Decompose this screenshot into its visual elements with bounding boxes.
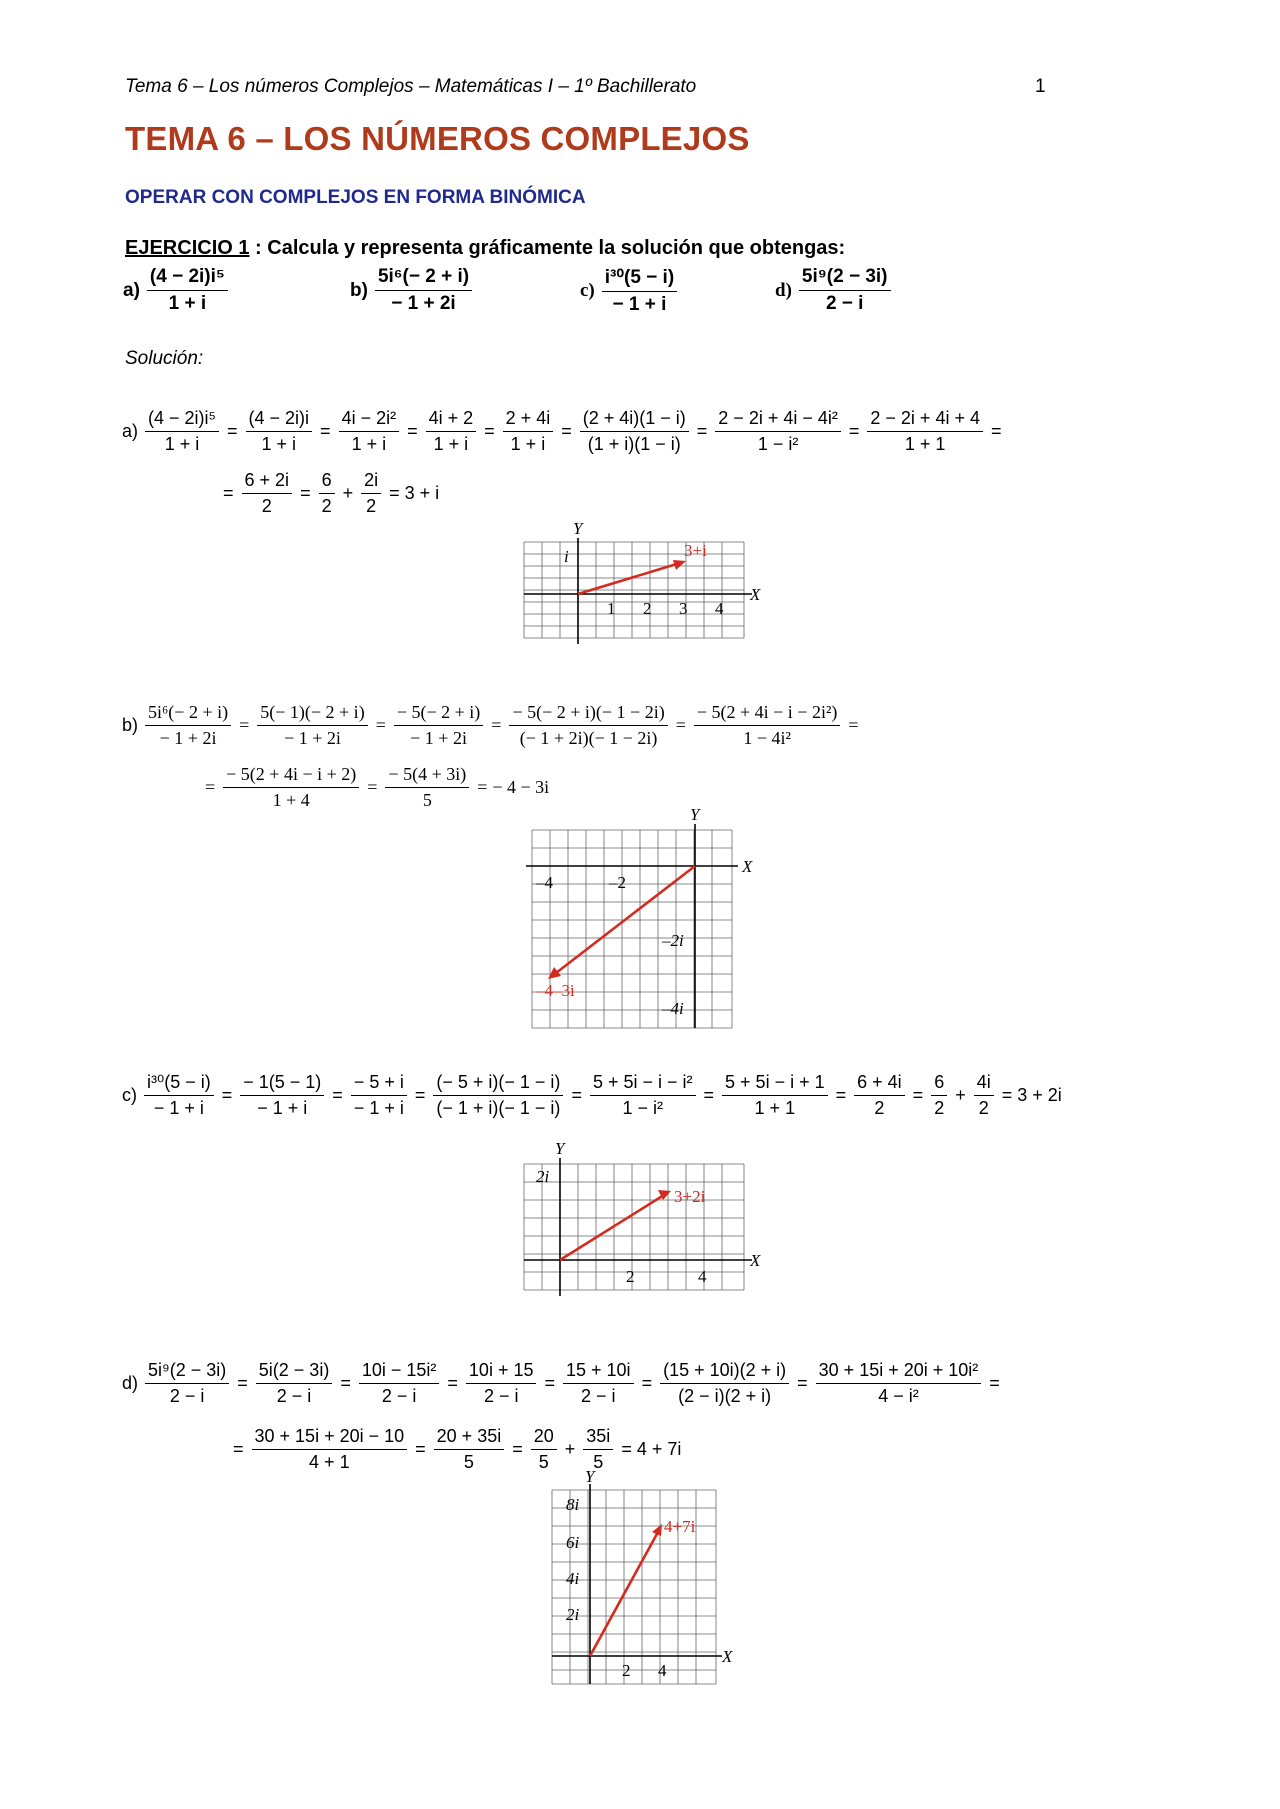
fraction-num: − 5(2 + 4i − i − 2i²) xyxy=(694,702,841,726)
fraction-num: (4 − 2i)i⁵ xyxy=(145,408,219,432)
fraction-den: 2 xyxy=(874,1098,885,1118)
fraction-den: 4 − i² xyxy=(878,1386,919,1406)
item-numerator: 5i⁶(− 2 + i) xyxy=(375,266,472,291)
fraction-den: − 1 + i xyxy=(153,1098,204,1118)
fraction-num: 10i + 15 xyxy=(466,1360,537,1384)
x-tick-label: 4 xyxy=(715,599,724,618)
fraction-num: 5 + 5i − i − i² xyxy=(590,1072,696,1096)
page-number: 1 xyxy=(1035,76,1046,97)
result-b: − 4 − 3i xyxy=(492,777,550,797)
y-tick-label: 4i xyxy=(566,1569,580,1588)
fraction-num: 6 xyxy=(319,470,335,494)
fraction-den: 2 xyxy=(934,1098,945,1118)
x-tick-label: 2 xyxy=(643,599,652,618)
item-label: a) xyxy=(123,279,140,301)
fraction-den: 5 xyxy=(538,1452,549,1472)
exercise-item-d xyxy=(775,266,894,315)
fraction-num: − 5(− 2 + i)(− 1 − 2i) xyxy=(509,702,667,726)
fraction-den: (− 1 + 2i)(− 1 − 2i) xyxy=(519,728,658,748)
solution-d-line1: d) $\frac{\text{5i⁹(2 − 3i)}}{2 - i}$ = $\frac{5i(2 - 3i)}{2 - i}$ = $\frac{\text{10i − 15i²}}{2 - i}$ = $\frac{10i + 15}{2 - i}$ = $\frac{15 + 10i}{2 - i}$ = $\frac{(15 + 10i)(2 + i)}{(2 - i)(2 + i)}$ = $\frac{\text{30 + 15i + 20i + 10i²}}{\text{4 − i²}}$ = xyxy=(122,1360,1000,1406)
fraction-den: 1 + i xyxy=(433,434,469,454)
fraction-den: (− 1 + i)(− 1 − i) xyxy=(436,1098,561,1118)
x-axis-label: X xyxy=(750,1251,761,1270)
point-label: 3+2i xyxy=(674,1187,706,1206)
fraction-den: 2 − i xyxy=(169,1386,205,1406)
fraction-den: 1 + 1 xyxy=(904,434,946,454)
fraction-num: 6 xyxy=(931,1072,947,1096)
fraction-num: (4 − 2i)i xyxy=(246,408,313,432)
point-label: –4–3i xyxy=(536,981,575,1000)
result-a: 3 + i xyxy=(404,483,440,503)
solution-b-line2: = $\frac{- 5(2 + 4i - i + 2)}{1 + 4}$ = $\frac{- 5(4 + 3i)}{5}$ = − 4 − 3i xyxy=(205,764,550,810)
x-tick-label: 4 xyxy=(658,1661,667,1680)
y-axis-label: Y xyxy=(555,1140,565,1158)
x-tick-label: 4 xyxy=(698,1267,707,1286)
fraction-den: 1 − i² xyxy=(622,1098,663,1118)
fraction-den: 5 xyxy=(593,1452,604,1472)
fraction-num: − 1(5 − 1) xyxy=(240,1072,324,1096)
fraction-num: (15 + 10i)(2 + i) xyxy=(660,1360,789,1384)
x-axis-label: X xyxy=(742,857,753,876)
fraction-num: 10i − 15i² xyxy=(359,1360,440,1384)
exercise-item-c xyxy=(580,266,680,316)
fraction-num: 2 − 2i + 4i − 4i² xyxy=(715,408,841,432)
fraction-den: 2 − i xyxy=(276,1386,312,1406)
x-tick-label: 2 xyxy=(626,1267,635,1286)
page-title: TEMA 6 – LOS NÚMEROS COMPLEJOS xyxy=(125,120,750,157)
x-axis-label: X xyxy=(722,1647,733,1666)
item-denominator: − 1 + 2i xyxy=(391,293,456,314)
fraction-num: 30 + 15i + 20i − 10 xyxy=(252,1426,408,1450)
fraction-num: 35i xyxy=(583,1426,613,1450)
item-numerator: (4 − 2i)i⁵ xyxy=(147,266,228,291)
item-numerator: 5i⁹(2 − 3i) xyxy=(799,266,891,291)
fraction-den: 2 − i xyxy=(381,1386,417,1406)
fraction-num: − 5(2 + 4i − i + 2) xyxy=(223,764,359,788)
fraction-den: (2 − i)(2 + i) xyxy=(678,1386,772,1406)
fraction-den: 5 xyxy=(463,1452,474,1472)
section-heading: OPERAR CON COMPLEJOS EN FORMA BINÓMICA xyxy=(125,187,586,208)
fraction-num: 4i + 2 xyxy=(426,408,477,432)
fraction-den: 2 xyxy=(261,496,272,516)
item-label: d) xyxy=(775,279,792,301)
fraction-den: − 1 + i xyxy=(257,1098,308,1118)
fraction-num: (2 + 4i)(1 − i) xyxy=(580,408,689,432)
exercise-item-a xyxy=(123,266,231,315)
solution-label-c: c) xyxy=(122,1085,137,1105)
fraction-num: − 5 + i xyxy=(351,1072,407,1096)
solution-label-b: b) xyxy=(122,715,139,735)
solution-a-line1: a) $\frac{\text{(4 − 2i)i⁵}}{1 + i}$ = $\frac{(4 - 2i)i}{1 + i}$ = $\frac{\text{4i − 2i²}}{1 + i}$ = $\frac{4i + 2}{1 + i}$ = $\frac{2 + 4i}{1 + i}$ = $\frac{(2 + 4i)(1 - i)}{(1 + i)(1 - i)}$ = $\frac{\text{2 − 2i + 4i − 4i²}}{\text{1 − i²}}$ = $\frac{2 - 2i + 4i + 4}{1 + 1}$ = xyxy=(122,408,1002,454)
fraction-num: 30 + 15i + 20i + 10i² xyxy=(816,1360,982,1384)
fraction-den: 1 + i xyxy=(261,434,297,454)
arrow-head xyxy=(673,560,686,570)
solution-d-line2: = $\frac{30 + 15i + 20i - 10}{4 + 1}$ = $\frac{20 + 35i}{5}$ = $\frac{20}{5}$ + $\frac{35i}{5}$ = 4 + 7i xyxy=(233,1426,682,1472)
exercise-text: : Calcula y representa gráficamente la solución que obtengas: xyxy=(249,237,846,259)
graph-a xyxy=(512,518,762,650)
fraction-num: 2i xyxy=(361,470,381,494)
fraction-num: 5i⁶(− 2 + i) xyxy=(145,702,231,726)
graph-d xyxy=(540,1468,760,1690)
y-tick-label: 2i xyxy=(536,1167,550,1186)
fraction-den: 2 xyxy=(978,1098,989,1118)
fraction-den: 1 + i xyxy=(510,434,546,454)
x-tick-label: 2 xyxy=(622,1661,631,1680)
x-tick-label: 3 xyxy=(679,599,688,618)
solution-label: Solución: xyxy=(125,348,204,369)
x-tick-label: –4 xyxy=(536,873,553,892)
fraction-den: − 1 + 2i xyxy=(410,728,467,748)
vector-arrow xyxy=(560,1195,664,1260)
fraction-num: 2 − 2i + 4i + 4 xyxy=(867,408,983,432)
y-tick-label: 6i xyxy=(566,1533,580,1552)
y-tick-label: –2i xyxy=(662,931,684,950)
graph-b xyxy=(520,808,770,1038)
fraction-num: − 5(− 2 + i) xyxy=(394,702,483,726)
point-label: 4+7i xyxy=(664,1517,696,1536)
fraction-num: 15 + 10i xyxy=(563,1360,634,1384)
fraction-den: − 1 + 2i xyxy=(159,728,217,748)
exercise-label: EJERCICIO 1 xyxy=(125,237,250,259)
fraction-den: 2 xyxy=(321,496,332,516)
imag-unit-label: i xyxy=(564,547,569,566)
y-axis-label: Y xyxy=(573,519,583,538)
item-denominator: − 1 + i xyxy=(612,294,667,315)
item-numerator: i³⁰(5 − i) xyxy=(602,266,677,292)
fraction-num: 4i xyxy=(974,1072,994,1096)
fraction-num: 5(− 1)(− 2 + i) xyxy=(257,702,367,726)
x-tick-label: 1 xyxy=(607,599,616,618)
x-axis-label: X xyxy=(750,585,761,604)
y-axis-label: Y xyxy=(690,808,700,824)
fraction-num: − 5(4 + 3i) xyxy=(385,764,469,788)
fraction-num: 6 + 4i xyxy=(854,1072,905,1096)
item-denominator: 2 − i xyxy=(825,293,864,314)
fraction-den: 2 − i xyxy=(581,1386,616,1406)
fraction-den: 4 + 1 xyxy=(309,1452,350,1472)
fraction-den: 1 + 4 xyxy=(272,790,310,810)
fraction-den: (1 + i)(1 − i) xyxy=(587,434,681,454)
fraction-den: 1 − 4i² xyxy=(743,728,791,748)
fraction-num: 20 + 35i xyxy=(434,1426,505,1450)
fraction-num: 2 + 4i xyxy=(503,408,554,432)
fraction-den: 2 − i xyxy=(483,1386,519,1406)
point-label: 3+i xyxy=(684,541,707,560)
fraction-num: i³⁰(5 − i) xyxy=(144,1072,214,1096)
fraction-den: 2 xyxy=(366,496,377,516)
solution-label-a: a) xyxy=(122,421,139,441)
fraction-den: 1 + i xyxy=(164,434,200,454)
result-d: 4 + 7i xyxy=(636,1439,682,1459)
item-label: c) xyxy=(580,280,595,301)
x-tick-label: –2 xyxy=(609,873,626,892)
solution-label-d: d) xyxy=(122,1373,139,1393)
fraction-num: 20 xyxy=(531,1426,557,1450)
fraction-den: 5 xyxy=(422,790,432,810)
fraction-den: 1 + 1 xyxy=(754,1098,796,1118)
fraction-num: (− 5 + i)(− 1 − i) xyxy=(433,1072,563,1096)
fraction-num: 6 + 2i xyxy=(242,470,293,494)
fraction-num: 5i(2 − 3i) xyxy=(256,1360,333,1384)
graph-c xyxy=(512,1140,762,1300)
solution-b-line1: b) $\frac{\text{5i⁶(− 2 + i)}}{- 1 + 2i}$ = $\frac{5(- 1)(- 2 + i)}{- 1 + 2i}$ = $\frac{- 5(- 2 + i)}{- 1 + 2i}$ = $\frac{- 5(- 2 + i)(- 1 - 2i)}{(- 1 + 2i)(- 1 - 2i)}$ = $\frac{\text{− 5(2 + 4i − i − 2i²)}}{\text{1 − 4i²}}$ = xyxy=(122,702,859,748)
result-c: 3 + 2i xyxy=(1017,1085,1062,1105)
running-header: Tema 6 – Los números Complejos – Matemáticas I – 1º Bachillerato xyxy=(125,76,697,97)
fraction-num: 5 + 5i − i + 1 xyxy=(722,1072,828,1096)
fraction-den: − 1 + i xyxy=(353,1098,404,1118)
fraction-den: 1 − i² xyxy=(757,434,799,454)
solution-a-line2: = $\frac{6 + 2i}{2}$ = $\frac{6}{2}$ + $\frac{2i}{2}$ = 3 + i xyxy=(223,470,440,516)
fraction-num: 5i⁹(2 − 3i) xyxy=(145,1360,229,1384)
fraction-den: 1 + i xyxy=(351,434,387,454)
grid-a xyxy=(524,542,744,638)
vector-arrow xyxy=(578,563,680,594)
item-label: b) xyxy=(350,279,368,301)
y-axis-label: Y xyxy=(585,1468,595,1486)
fraction-den: − 1 + 2i xyxy=(284,728,341,748)
y-tick-label: 2i xyxy=(566,1605,580,1624)
item-denominator: 1 + i xyxy=(168,293,207,314)
solution-c-line1: c) $\frac{\text{i³⁰(5 − i)}}{- 1 + i}$ = $\frac{- 1(5 - 1)}{- 1 + i}$ = $\frac{- 5 + i}{- 1 + i}$ = $\frac{(- 5 + i)(- 1 - i)}{(- 1 + i)(- 1 - i)}$ = $\frac{\text{5 + 5i − i − i²}}{\text{1 − i²}}$ = $\frac{5 + 5i - i + 1}{1 + 1}$ = $\frac{6 + 4i}{2}$ = $\frac{6}{2}$ + $\frac{4i}{2}$ = 3 + 2i xyxy=(122,1072,1062,1118)
fraction-num: 4i − 2i² xyxy=(339,408,400,432)
exercise-item-b xyxy=(350,266,475,315)
y-tick-label: –4i xyxy=(662,999,684,1018)
exercise-statement xyxy=(125,237,845,260)
y-tick-label: 8i xyxy=(566,1495,580,1514)
